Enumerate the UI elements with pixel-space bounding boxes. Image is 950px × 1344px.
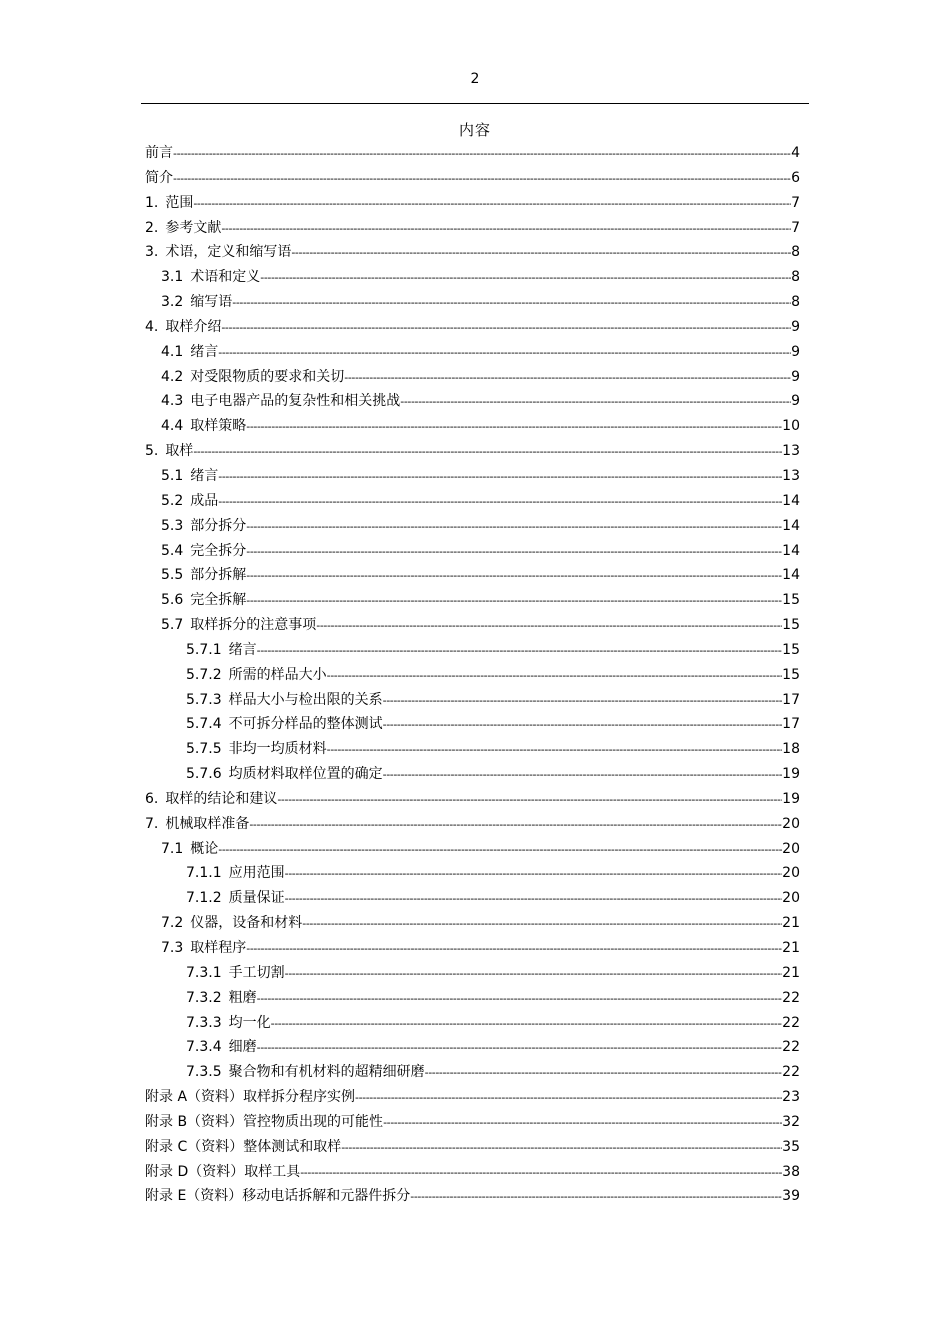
toc-entry[interactable] xyxy=(145,737,800,762)
toc-entry-number: 3.2 xyxy=(161,294,184,311)
toc-entry-page: 9 xyxy=(791,368,800,385)
toc-entry-title: 仪器，设备和材料 xyxy=(190,915,303,932)
toc-entry[interactable] xyxy=(145,837,800,862)
toc-entry[interactable] xyxy=(145,1060,800,1085)
toc-dot-leader xyxy=(249,813,782,838)
toc-entry-title: 术语和定义 xyxy=(190,269,261,286)
toc-entry-number: 7.2 xyxy=(161,915,184,932)
toc-entry-page: 20 xyxy=(782,815,800,832)
toc-dot-leader xyxy=(246,564,782,589)
toc-entry[interactable] xyxy=(145,1184,800,1209)
toc-entry-title: 所需的样品大小 xyxy=(228,666,327,683)
toc-dot-leader xyxy=(257,987,783,1012)
toc-dot-leader xyxy=(221,217,791,242)
toc-entry-title: 机械取样准备 xyxy=(165,815,250,832)
toc-entry-number: 2. xyxy=(145,219,159,236)
toc-entry-number: 7. xyxy=(145,815,159,832)
toc-dot-leader xyxy=(246,589,782,614)
toc-entry-number: 7.1.1 xyxy=(186,865,222,882)
toc-entry-number: 4.1 xyxy=(161,343,184,360)
toc-entry[interactable] xyxy=(145,166,800,191)
toc-dot-leader xyxy=(246,515,782,540)
toc-entry-title: 均质材料取样位置的确定 xyxy=(228,766,383,783)
toc-entry[interactable] xyxy=(145,539,800,564)
toc-entry-page: 19 xyxy=(782,766,800,783)
toc-entry-number: 3. xyxy=(145,244,159,261)
toc-dot-leader xyxy=(277,788,782,813)
toc-entry[interactable] xyxy=(145,762,800,787)
toc-dot-leader xyxy=(232,291,791,316)
toc-dot-leader xyxy=(285,962,783,987)
toc-entry-page: 22 xyxy=(782,1039,800,1056)
toc-entry-number: 5.6 xyxy=(161,592,184,609)
toc-entry-page: 39 xyxy=(782,1188,800,1205)
toc-entry-title: 附录 D（资料）取样工具 xyxy=(145,1163,301,1180)
toc-entry[interactable] xyxy=(145,365,800,390)
toc-dot-leader xyxy=(246,937,782,962)
toc-entry-title: 取样 xyxy=(165,443,194,460)
toc-entry-number: 5.7.2 xyxy=(186,666,222,683)
toc-entry[interactable] xyxy=(145,812,800,837)
toc-dot-leader xyxy=(271,1012,783,1037)
toc-entry-title: 完全拆分 xyxy=(190,542,247,559)
toc-entry[interactable] xyxy=(145,216,800,241)
toc-entry[interactable] xyxy=(145,265,800,290)
toc-entry-title: 取样介绍 xyxy=(165,318,222,335)
toc-entry-page: 15 xyxy=(782,641,800,658)
toc-entry[interactable] xyxy=(145,961,800,986)
table-of-contents xyxy=(145,141,800,1209)
toc-dot-leader xyxy=(300,1161,782,1186)
toc-entry-page: 14 xyxy=(782,542,800,559)
toc-entry-title: 前言 xyxy=(145,145,173,161)
toc-entry-page: 8 xyxy=(791,269,800,286)
toc-dot-leader xyxy=(355,1086,782,1111)
toc-dot-leader xyxy=(341,1136,782,1161)
toc-entry-title: 粗磨 xyxy=(228,989,257,1006)
toc-entry-title: 绪言 xyxy=(190,343,219,360)
toc-entry-page: 21 xyxy=(782,915,800,932)
toc-entry[interactable] xyxy=(145,191,800,216)
toc-entry-page: 10 xyxy=(782,418,800,435)
toc-entry[interactable] xyxy=(145,389,800,414)
toc-entry[interactable] xyxy=(145,787,800,812)
toc-entry[interactable] xyxy=(145,1085,800,1110)
toc-entry-page: 8 xyxy=(791,244,800,261)
toc-entry-number: 7.3.1 xyxy=(186,964,222,981)
toc-entry-number: 4. xyxy=(145,318,159,335)
toc-dot-leader xyxy=(383,713,783,738)
toc-dot-leader xyxy=(344,366,791,391)
toc-dot-leader xyxy=(246,415,782,440)
toc-dot-leader xyxy=(218,838,782,863)
toc-entry-number: 5.1 xyxy=(161,467,184,484)
header-rule xyxy=(141,103,809,104)
toc-entry-title: 取样拆分的注意事项 xyxy=(190,617,317,634)
toc-entry-page: 20 xyxy=(782,865,800,882)
toc-entry[interactable] xyxy=(145,861,800,886)
toc-dot-leader xyxy=(246,540,782,565)
toc-entry[interactable] xyxy=(145,936,800,961)
toc-entry[interactable] xyxy=(145,240,800,265)
toc-entry-page: 13 xyxy=(782,467,800,484)
toc-dot-leader xyxy=(285,887,783,912)
toc-entry[interactable] xyxy=(145,340,800,365)
toc-entry-number: 1. xyxy=(145,194,159,211)
toc-entry-page: 21 xyxy=(782,964,800,981)
toc-entry-title: 完全拆解 xyxy=(190,592,247,609)
toc-entry-title: 成品 xyxy=(190,492,219,509)
toc-entry[interactable] xyxy=(145,1011,800,1036)
toc-dot-leader xyxy=(218,465,782,490)
toc-entry-number: 7.3.2 xyxy=(186,989,222,1006)
toc-entry-number: 4.3 xyxy=(161,393,184,410)
toc-entry-title: 取样程序 xyxy=(190,940,247,956)
toc-dot-leader xyxy=(218,490,782,515)
toc-entry-page: 14 xyxy=(782,517,800,534)
toc-entry-title: 绪言 xyxy=(190,467,219,484)
toc-entry-page: 22 xyxy=(782,1014,800,1031)
toc-entry[interactable] xyxy=(145,663,800,688)
toc-entry-title: 聚合物和有机材料的超精细研磨 xyxy=(228,1064,425,1081)
toc-entry-number: 7.3.5 xyxy=(186,1064,222,1081)
toc-entry-title: 范围 xyxy=(165,194,194,211)
toc-entry-page: 9 xyxy=(791,318,800,335)
toc-entry[interactable] xyxy=(145,1135,800,1160)
toc-dot-leader xyxy=(221,316,791,341)
toc-dot-leader xyxy=(383,689,783,714)
toc-entry-page: 17 xyxy=(782,716,800,733)
toc-entry-number: 5.7.1 xyxy=(186,641,222,658)
toc-entry-page: 23 xyxy=(782,1089,800,1106)
page-number: 2 xyxy=(470,71,480,87)
toc-entry-title: 附录 A（资料）取样拆分程序实例 xyxy=(145,1089,356,1106)
toc-entry-page: 18 xyxy=(782,741,800,758)
toc-entry-page: 15 xyxy=(782,617,800,634)
toc-entry-number: 7.1.2 xyxy=(186,890,222,907)
toc-entry-title: 部分拆解 xyxy=(190,567,247,584)
toc-entry-page: 6 xyxy=(791,169,800,186)
toc-entry-title: 细磨 xyxy=(228,1039,257,1056)
toc-dot-leader xyxy=(400,390,791,415)
toc-entry-page: 14 xyxy=(782,492,800,509)
toc-dot-leader xyxy=(291,241,791,266)
toc-dot-leader xyxy=(383,1111,782,1136)
toc-entry-number: 5.7.5 xyxy=(186,741,222,758)
toc-entry-number: 5.7.4 xyxy=(186,716,222,733)
toc-entry[interactable] xyxy=(145,712,800,737)
toc-entry-number: 7.3 xyxy=(161,940,184,956)
toc-entry-title: 均一化 xyxy=(228,1014,271,1031)
toc-dot-leader xyxy=(257,1036,783,1061)
toc-entry-title: 附录 E（资料）移动电话拆解和元器件拆分 xyxy=(145,1188,411,1205)
toc-entry-page: 32 xyxy=(782,1113,800,1130)
toc-entry-number: 4.2 xyxy=(161,368,184,385)
toc-entry-title: 概论 xyxy=(190,840,219,857)
toc-dot-leader xyxy=(173,142,791,167)
toc-entry-title: 术语，定义和缩写语 xyxy=(165,244,292,261)
toc-entry-title: 应用范围 xyxy=(228,865,285,882)
toc-dot-leader xyxy=(193,192,791,217)
toc-entry-number: 5.7.3 xyxy=(186,691,222,708)
toc-entry-page: 19 xyxy=(782,790,800,807)
toc-entry-page: 9 xyxy=(791,393,800,410)
toc-entry-page: 8 xyxy=(791,294,800,311)
toc-entry-number: 5.5 xyxy=(161,567,184,584)
toc-entry-page: 15 xyxy=(782,592,800,609)
toc-entry-page: 22 xyxy=(782,989,800,1006)
toc-entry[interactable] xyxy=(145,141,800,166)
toc-entry-number: 3.1 xyxy=(161,269,184,286)
toc-entry-title: 附录 C（资料）整体测试和取样 xyxy=(145,1138,342,1155)
toc-entry[interactable] xyxy=(145,986,800,1011)
toc-dot-leader xyxy=(383,763,783,788)
toc-entry-title: 附录 B（资料）管控物质出现的可能性 xyxy=(145,1113,384,1130)
toc-dot-leader xyxy=(260,266,791,291)
toc-entry[interactable] xyxy=(145,439,800,464)
toc-entry-number: 5. xyxy=(145,443,159,460)
toc-entry-page: 15 xyxy=(782,666,800,683)
toc-entry[interactable] xyxy=(145,886,800,911)
toc-entry-number: 5.2 xyxy=(161,492,184,509)
toc-dot-leader xyxy=(193,440,782,465)
toc-dot-leader xyxy=(302,912,782,937)
toc-dot-leader xyxy=(410,1185,782,1210)
toc-entry-title: 样品大小与检出限的关系 xyxy=(228,691,383,708)
toc-entry[interactable] xyxy=(145,290,800,315)
toc-entry-page: 7 xyxy=(791,194,800,211)
toc-entry[interactable] xyxy=(145,613,800,638)
toc-entry-number: 7.1 xyxy=(161,840,184,857)
toc-entry-page: 7 xyxy=(791,219,800,236)
toc-entry[interactable] xyxy=(145,489,800,514)
toc-entry[interactable] xyxy=(145,588,800,613)
toc-dot-leader xyxy=(327,664,783,689)
toc-entry-title: 部分拆分 xyxy=(190,517,247,534)
toc-entry-number: 4.4 xyxy=(161,418,184,435)
toc-entry[interactable] xyxy=(145,464,800,489)
toc-entry-page: 4 xyxy=(791,145,800,161)
toc-entry-number: 6. xyxy=(145,790,159,807)
toc-entry-page: 20 xyxy=(782,890,800,907)
toc-entry-page: 20 xyxy=(782,840,800,857)
toc-entry[interactable] xyxy=(145,1035,800,1060)
toc-entry-number: 5.7.6 xyxy=(186,766,222,783)
toc-entry-title: 不可拆分样品的整体测试 xyxy=(228,716,383,733)
toc-entry-title: 取样的结论和建议 xyxy=(165,790,278,807)
toc-dot-leader xyxy=(257,639,783,664)
toc-entry-page: 13 xyxy=(782,443,800,460)
toc-entry[interactable] xyxy=(145,688,800,713)
toc-entry-page: 9 xyxy=(791,343,800,360)
toc-entry-page: 14 xyxy=(782,567,800,584)
toc-entry-number: 5.4 xyxy=(161,542,184,559)
toc-entry-page: 17 xyxy=(782,691,800,708)
toc-entry-title: 绪言 xyxy=(228,641,257,658)
toc-entry-title: 手工切割 xyxy=(228,964,285,981)
toc-entry-title: 非均一均质材料 xyxy=(228,741,327,758)
toc-dot-leader xyxy=(173,167,791,192)
toc-entry-title: 参考文献 xyxy=(165,219,222,236)
toc-dot-leader xyxy=(327,738,783,763)
toc-entry[interactable] xyxy=(145,514,800,539)
toc-dot-leader xyxy=(285,862,783,887)
toc-entry-number: 5.3 xyxy=(161,517,184,534)
toc-title: 内容 xyxy=(458,121,491,139)
toc-entry-page: 21 xyxy=(782,940,800,956)
toc-dot-leader xyxy=(316,614,782,639)
toc-entry[interactable] xyxy=(145,315,800,340)
toc-entry[interactable] xyxy=(145,1160,800,1185)
toc-entry-number: 5.7 xyxy=(161,617,184,634)
toc-entry-page: 22 xyxy=(782,1064,800,1081)
toc-entry-title: 对受限物质的要求和关切 xyxy=(190,368,345,385)
toc-dot-leader xyxy=(425,1061,783,1086)
toc-entry-number: 7.3.4 xyxy=(186,1039,222,1056)
toc-entry[interactable] xyxy=(145,1110,800,1135)
toc-entry[interactable] xyxy=(145,911,800,936)
toc-entry-title: 电子电器产品的复杂性和相关挑战 xyxy=(190,393,401,410)
toc-entry-number: 7.3.3 xyxy=(186,1014,222,1031)
toc-entry[interactable] xyxy=(145,563,800,588)
toc-entry-title: 简介 xyxy=(145,169,173,186)
toc-entry-title: 质量保证 xyxy=(228,890,285,907)
toc-entry-title: 缩写语 xyxy=(190,294,233,311)
toc-entry-page: 38 xyxy=(782,1163,800,1180)
toc-entry-page: 35 xyxy=(782,1138,800,1155)
toc-entry[interactable] xyxy=(145,414,800,439)
toc-entry[interactable] xyxy=(145,638,800,663)
toc-dot-leader xyxy=(218,341,791,366)
toc-entry-title: 取样策略 xyxy=(190,418,247,435)
